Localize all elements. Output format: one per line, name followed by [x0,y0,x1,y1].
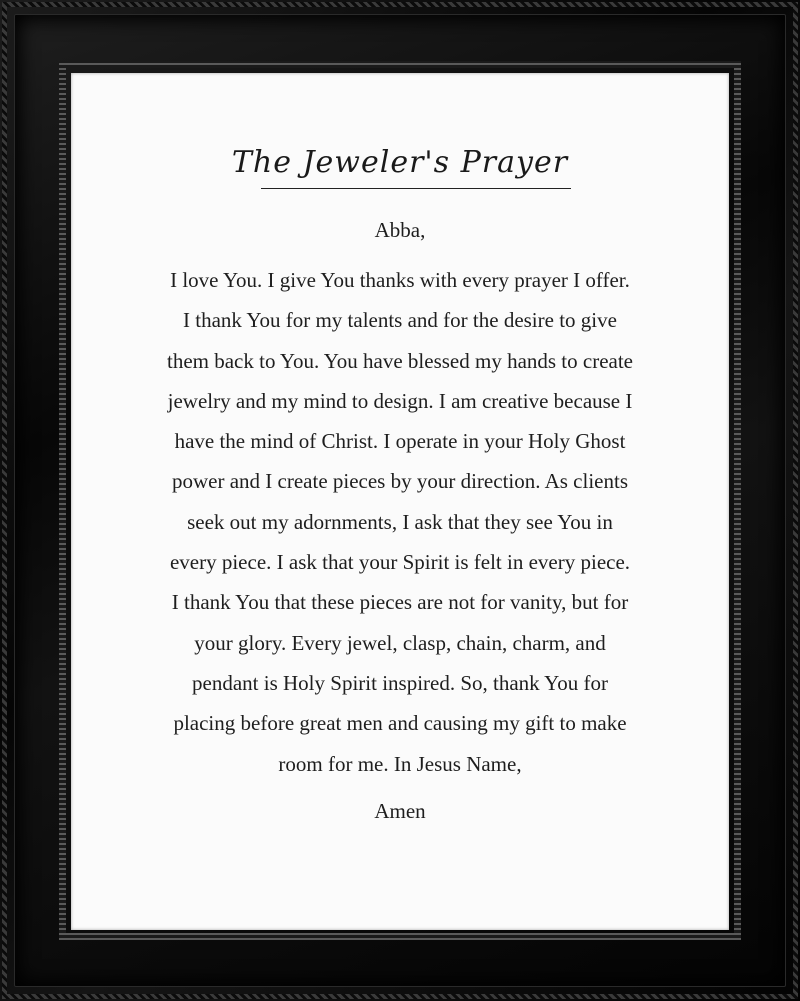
prayer-line: have the mind of Christ. I operate in your Holy Ghost [174,429,626,454]
prayer-body [131,260,669,784]
prayer-line: your glory. Every jewel, clasp, chain, charm, and [194,630,606,655]
prayer-line: jewelry and my mind to design. I am creative because I [167,388,633,413]
prayer-line: pendant is Holy Spirit inspired. So, thank You for [192,670,608,695]
prayer-title: The Jeweler's Prayer [231,145,569,180]
prayer-line: power and I create pieces by your direction. As clients [171,469,628,494]
prayer-greeting: Abba, [374,218,426,242]
prayer-line: seek out my adornments, I ask that they see You in [187,509,613,534]
prayer-line: them back to You. You have blessed my hands to create [166,348,634,373]
title-underline [261,188,571,189]
prayer-closing: Amen [374,799,426,823]
prayer-line: I thank You that these pieces are not for vanity, but for [171,590,629,615]
prayer-line: I thank You for my talents and for the desire to give [183,308,617,333]
prayer-line: room for me. In Jesus Name, [278,751,522,776]
prayer-line: placing before great men and causing my gift to make [173,711,627,736]
prayer-line: every piece. I ask that your Spirit is felt in every piece. [169,550,631,575]
prayer-line: I love You. I give You thanks with every prayer I offer. [170,268,630,292]
prayer-paper [71,73,729,930]
